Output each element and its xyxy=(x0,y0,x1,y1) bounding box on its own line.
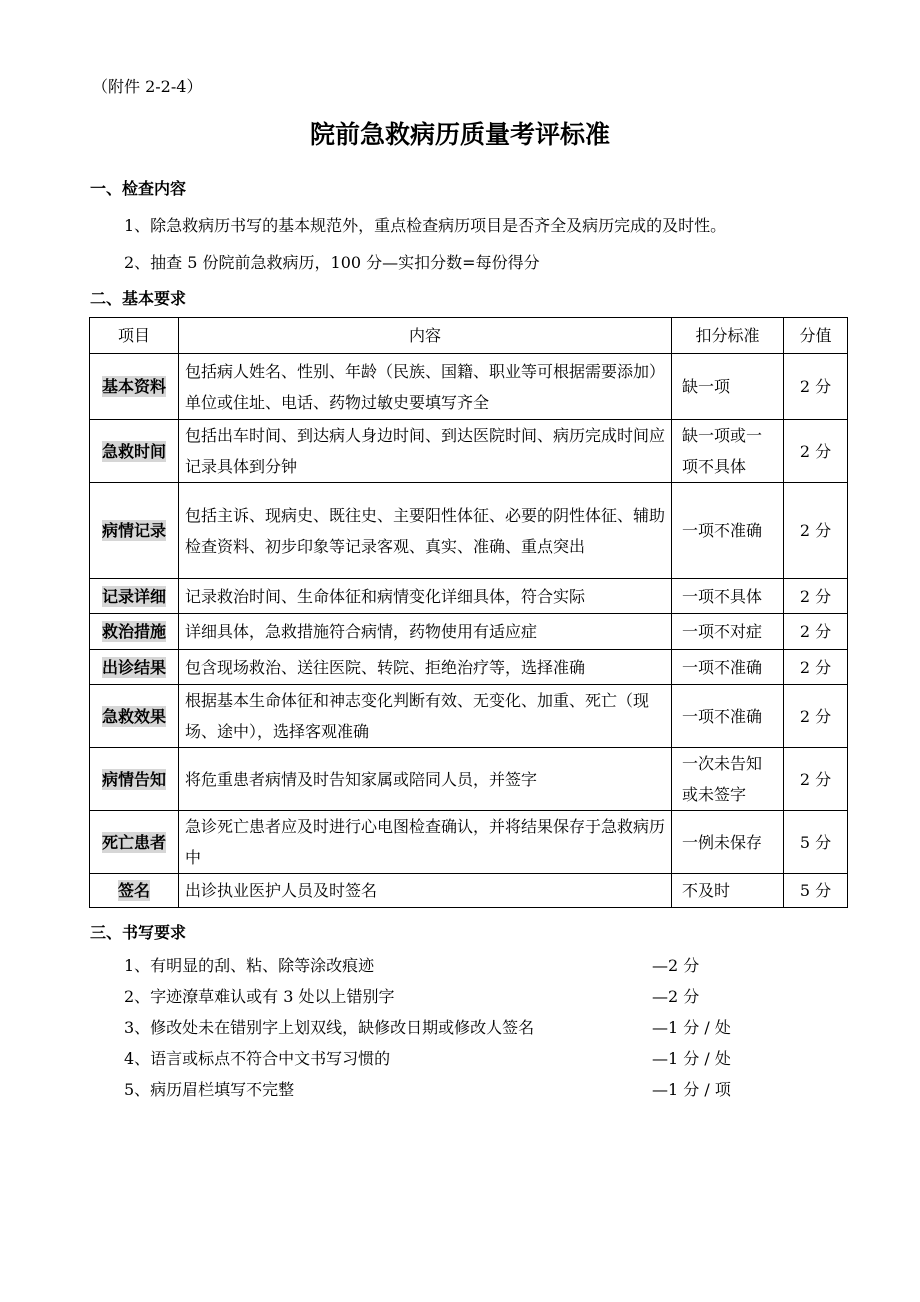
table-row xyxy=(90,483,848,579)
section1-heading: 一、检查内容 xyxy=(90,179,187,198)
row-content: 包括病人姓名、性别、年龄（民族、国籍、职业等可根据需要添加）单位或住址、电话、药物过敏史要填写齐全 xyxy=(179,354,672,420)
row-item-cell xyxy=(90,420,179,483)
section2-heading: 二、基本要求 xyxy=(90,289,187,308)
table-header-row xyxy=(90,318,848,354)
header-item: 项目 xyxy=(90,318,179,354)
row-item-label: 记录详细 xyxy=(101,586,166,606)
row-content: 包括出车时间、到达病人身边时间、到达医院时间、病历完成时间应记录具体到分钟 xyxy=(179,420,672,483)
table-row xyxy=(90,420,848,483)
row-score: 2 分 xyxy=(784,685,848,748)
row-score: 5 分 xyxy=(784,811,848,874)
writing-item-text: 2、字迹潦草难认或有 3 处以上错别字 xyxy=(124,987,395,1006)
table-row xyxy=(90,579,848,614)
row-score: 2 分 xyxy=(784,420,848,483)
row-item-label: 签名 xyxy=(117,881,150,900)
row-item-cell xyxy=(90,354,179,420)
row-content: 包含现场救治、送往医院、转院、拒绝治疗等，选择准确 xyxy=(179,650,672,685)
row-score: 2 分 xyxy=(784,483,848,579)
row-item-cell xyxy=(90,650,179,685)
row-item-cell xyxy=(90,579,179,614)
row-item-cell xyxy=(90,614,179,650)
row-criteria: 一次未告知或未签字 xyxy=(672,748,784,811)
table-row xyxy=(90,874,848,908)
writing-item-text: 3、修改处未在错别字上划双线，缺修改日期或修改人签名 xyxy=(124,1018,535,1037)
header-score: 分值 xyxy=(784,318,848,354)
writing-item-text: 4、语言或标点不符合中文书写习惯的 xyxy=(124,1049,391,1068)
row-item-label: 急救效果 xyxy=(101,706,166,726)
row-criteria: 缺一项 xyxy=(672,354,784,420)
list-item xyxy=(124,1016,824,1047)
row-item-label: 基本资料 xyxy=(101,377,166,396)
list-item xyxy=(124,954,824,985)
row-criteria: 一项不准确 xyxy=(672,650,784,685)
writing-item-deduction: —2 分 xyxy=(652,956,700,975)
table-row xyxy=(90,614,848,650)
writing-item-text: 1、有明显的刮、粘、除等涂改痕迹 xyxy=(124,956,375,975)
row-content: 根据基本生命体征和神志变化判断有效、无变化、加重、死亡（现场、途中），选择客观准确 xyxy=(179,685,672,748)
list-item xyxy=(124,985,824,1016)
row-score: 2 分 xyxy=(784,650,848,685)
attachment-label: （附件 2-2-4） xyxy=(92,77,203,96)
section1-item-2: 2、抽查 5 份院前急救病历，100 分—实扣分数=每份得分 xyxy=(124,253,540,272)
table-row xyxy=(90,354,848,420)
row-criteria: 缺一项或一项不具体 xyxy=(672,420,784,483)
table-row xyxy=(90,748,848,811)
requirements-table xyxy=(89,317,848,908)
row-item-cell xyxy=(90,748,179,811)
section1-item-1: 1、除急救病历书写的基本规范外，重点检查病历项目是否齐全及病历完成的及时性。 xyxy=(124,216,727,235)
header-content: 内容 xyxy=(179,318,672,354)
writing-requirements-list xyxy=(124,954,824,1109)
row-item-cell xyxy=(90,483,179,579)
writing-item-text: 5、病历眉栏填写不完整 xyxy=(124,1080,295,1099)
section3-heading: 三、书写要求 xyxy=(90,923,187,942)
list-item xyxy=(124,1047,824,1078)
table-row xyxy=(90,685,848,748)
writing-item-deduction: —1 分 / 处 xyxy=(652,1049,731,1068)
row-content: 将危重患者病情及时告知家属或陪同人员，并签字 xyxy=(179,748,672,811)
row-content: 包括主诉、现病史、既往史、主要阳性体征、必要的阴性体征、辅助检查资料、初步印象等记录客观、真实、准确、重点突出 xyxy=(179,483,672,579)
writing-item-deduction: —1 分 / 项 xyxy=(652,1080,731,1099)
row-content: 记录救治时间、生命体征和病情变化详细具体，符合实际 xyxy=(179,579,672,614)
row-item-label: 急救时间 xyxy=(101,441,166,461)
header-criteria: 扣分标准 xyxy=(672,318,784,354)
row-score: 2 分 xyxy=(784,354,848,420)
row-content: 急诊死亡患者应及时进行心电图检查确认，并将结果保存于急救病历中 xyxy=(179,811,672,874)
row-item-label: 病情告知 xyxy=(101,769,166,789)
row-criteria: 一项不准确 xyxy=(672,685,784,748)
row-score: 2 分 xyxy=(784,748,848,811)
row-item-cell xyxy=(90,874,179,908)
row-criteria: 一项不准确 xyxy=(672,483,784,579)
row-content: 出诊执业医护人员及时签名 xyxy=(179,874,672,908)
table-row xyxy=(90,650,848,685)
list-item xyxy=(124,1078,824,1109)
document-title: 院前急救病历质量考评标准 xyxy=(309,120,610,149)
row-score: 5 分 xyxy=(784,874,848,908)
row-score: 2 分 xyxy=(784,579,848,614)
row-item-cell xyxy=(90,811,179,874)
row-criteria: 一例未保存 xyxy=(672,811,784,874)
row-item-cell xyxy=(90,685,179,748)
table-row xyxy=(90,811,848,874)
writing-item-deduction: —1 分 / 处 xyxy=(652,1018,731,1037)
row-content: 详细具体，急救措施符合病情，药物使用有适应症 xyxy=(179,614,672,650)
row-criteria: 一项不对症 xyxy=(672,614,784,650)
row-score: 2 分 xyxy=(784,614,848,650)
row-criteria: 一项不具体 xyxy=(672,579,784,614)
row-item-label: 救治措施 xyxy=(101,622,166,641)
row-item-label: 出诊结果 xyxy=(101,657,166,677)
row-item-label: 死亡患者 xyxy=(101,832,166,852)
writing-item-deduction: —2 分 xyxy=(652,987,700,1006)
row-item-label: 病情记录 xyxy=(101,521,166,540)
row-criteria: 不及时 xyxy=(672,874,784,908)
